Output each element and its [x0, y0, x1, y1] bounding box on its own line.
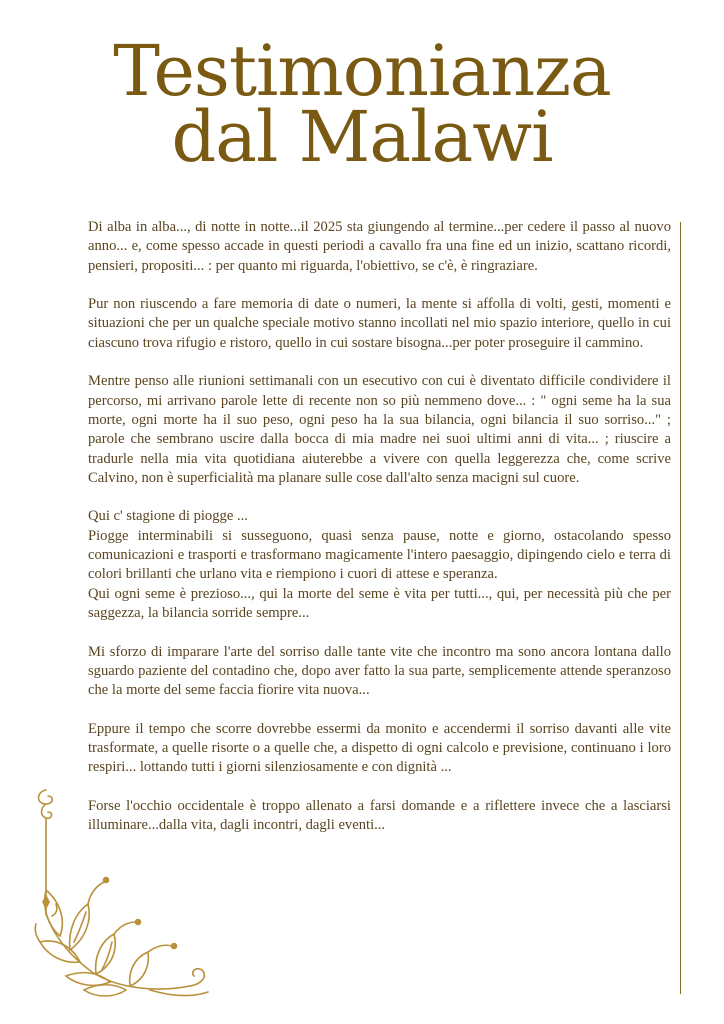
- paragraph-3: Mentre penso alle riunioni settimanali con un esecutivo con cui è diventato difficile condividere il percorso, mi arrivano parole lette di recente non so più nemmeno dove... : " ogni seme ha la sua morte, ogni morte ha il suo peso, ogni peso ha la sua bilancia, ogni bilancia il suo sorriso..." ; parole che sembrano uscire dalla bocca di mia madre nei suoi ultimi anni di vita... ; riuscire a tradurle nella mia vita quotidiana aiuterebbe a vivere con quella leggerezza che, come scrive Calvino, non è superficialità ma planare sulle cose dall'alto senza macigni sul cuore.: [88, 373, 671, 486]
- paragraph-6: Qui ogni seme è prezioso..., qui la morte del seme è vita per tutti..., qui, per necessità più che per saggezza, la bilancia sorride sempre...: [88, 585, 671, 621]
- paragraph-4: Qui c' stagione di piogge ...: [88, 508, 248, 525]
- paragraph-5: Piogge interminabili si susseguono, quasi senza pause, notte e giorno, ostacolando spesso comunicazioni e trasporti e trasformano magicamente l'intero paesaggio, dipingendo cielo e terra di colori brillanti che urlano vita e riempiono i cuori di attese e speranza.: [88, 527, 671, 583]
- letter-body: [88, 218, 671, 855]
- paragraph-9: Forse l'occhio occidentale è troppo allenato a farsi domande e a riflettere invece che a lasciarsi illuminare...dalla vita, dagli incontri, dagli eventi...: [88, 797, 671, 834]
- paragraph-2: Pur non riuscendo a fare memoria di date o numeri, la mente si affolla di volti, gesti, momenti e situazioni che per un qualche speciale motivo stanno incollati nel mio spazio interiore, quello in cui ciascuno trova rifugio e ristoro, quello in cui sostare bisogna...per poter proseguire il cammino.: [88, 296, 671, 351]
- title-line-1: Testimonianza: [113, 30, 611, 112]
- floral-ornament-icon: [30, 786, 220, 1000]
- page-title: [0, 30, 724, 178]
- paragraph-7: Mi sforzo di imparare l'arte del sorriso dalle tante vite che incontro ma sono ancora lontana dallo sguardo paziente del contadino che, dopo aver fatto la sua parte, semplicemente attende speranzoso che la morte del seme faccia fiorire vita nuova...: [88, 643, 671, 699]
- paragraph-1: Di alba in alba..., di notte in notte...il 2025 sta giungendo al termine...per cedere il passo al nuovo anno... e, come spesso accade in questi periodi a cavallo fra una fine ed un inizio, scattano ricordi, pensieri, propositi... : per quanto mi riguarda, l'obiettivo, se c'è, è ringraziare.: [88, 219, 671, 274]
- right-border-line: [680, 222, 681, 994]
- title-line-2: dal Malawi: [171, 96, 553, 178]
- paragraph-8: Eppure il tempo che scorre dovrebbe essermi da monito e accendermi il sorriso davanti alle vite trasformate, a quelle risorte o a quelle che, a dispetto di ogni calcolo e previsione, continuano i loro respiri... lottando tutti i giorni silenziosamente e con dignità ...: [88, 720, 671, 776]
